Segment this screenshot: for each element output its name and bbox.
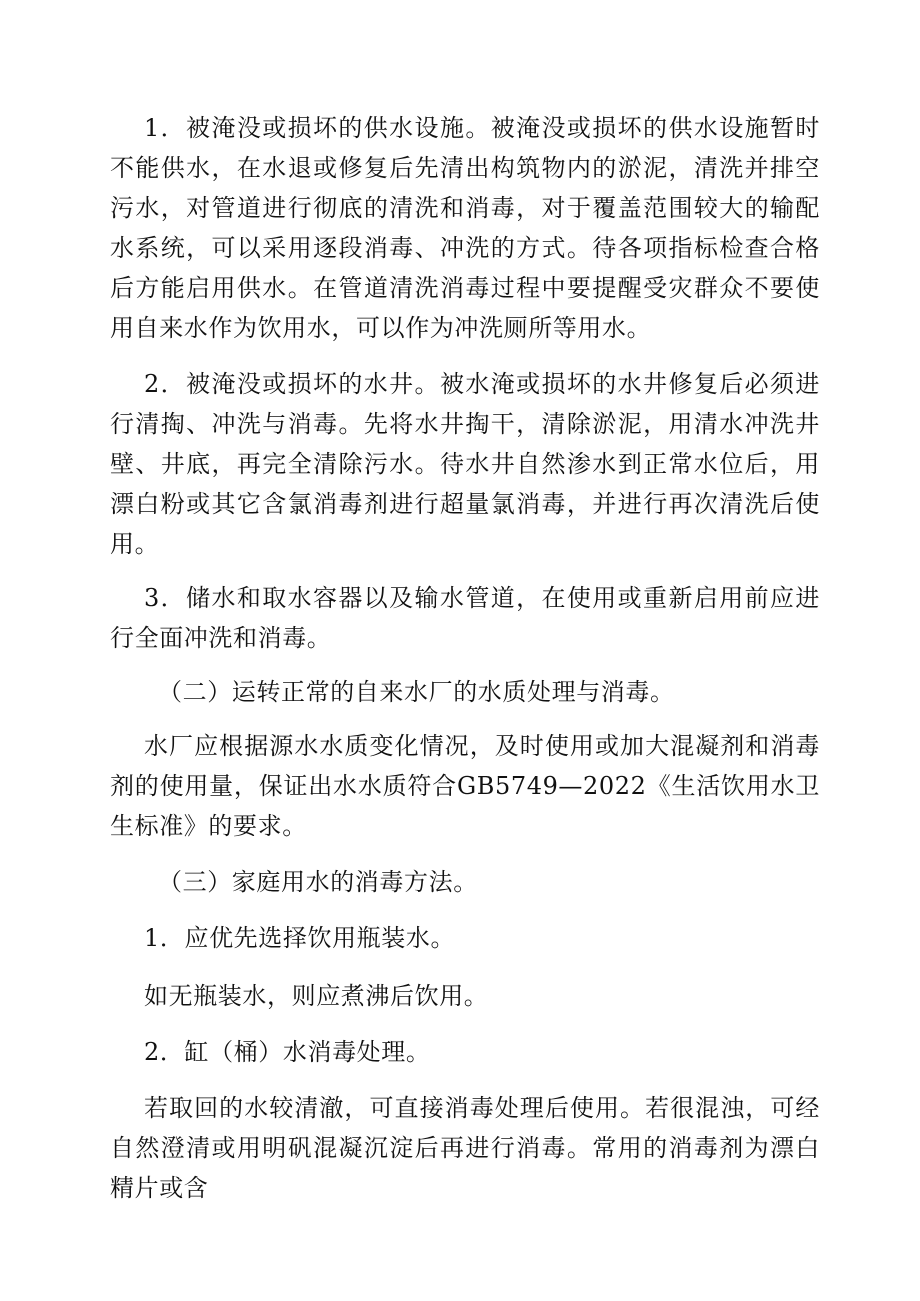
paragraph-waterworks-treatment: 水厂应根据源水水质变化情况，及时使用或加大混凝剂和消毒剂的使用量，保证出水水质符合GB5749—2022《生活饮用水卫生标准》的要求。 bbox=[110, 732, 820, 840]
paragraph-bottled-water: 1．应优先选择饮用瓶装水。 bbox=[144, 924, 456, 952]
paragraph-water-supply-facilities: 1．被淹没或损坏的供水设施。被淹没或损坏的供水设施暂时不能供水，在水退或修复后先清出构筑物内的淤泥，清洗并排空污水，对管道进行彻底的清洗和消毒，对于覆盖范围较大的输配水系统，可以采用逐段消毒、冲洗的方式。待各项指标检查合格后方能启用供水。在管道清洗消毒过程中要提醒受灾群众不要使用自来水作为饮用水，可以作为冲洗厕所等用水。 bbox=[110, 114, 820, 342]
paragraph-wells: 2．被淹没或损坏的水井。被水淹或损坏的水井修复后必须进行清掏、冲洗与消毒。先将水井掏干，清除淤泥，用清水冲洗井壁、井底，再完全清除污水。待水井自然渗水到正常水位后，用漂白粉或其它含氯消毒剂进行超量氯消毒，并进行再次清洗后使用。 bbox=[110, 370, 820, 558]
paragraph-boil-water: 如无瓶装水，则应煮沸后饮用。 bbox=[144, 982, 489, 1010]
section-heading-household: （三）家庭用水的消毒方法。 bbox=[158, 868, 478, 896]
paragraph-containers-pipes: 3．储水和取水容器以及输水管道，在使用或重新启用前应进行全面冲洗和消毒。 bbox=[110, 584, 820, 652]
section-heading-waterworks: （二）运转正常的自来水厂的水质处理与消毒。 bbox=[158, 678, 675, 706]
paragraph-tank-disinfection-heading: 2．缸（桶）水消毒处理。 bbox=[144, 1038, 431, 1066]
paragraph-tank-disinfection: 若取回的水较清澈，可直接消毒处理后使用。若很混浊，可经自然澄清或用明矾混凝沉淀后再进行消毒。常用的消毒剂为漂白精片或含 bbox=[110, 1094, 820, 1202]
